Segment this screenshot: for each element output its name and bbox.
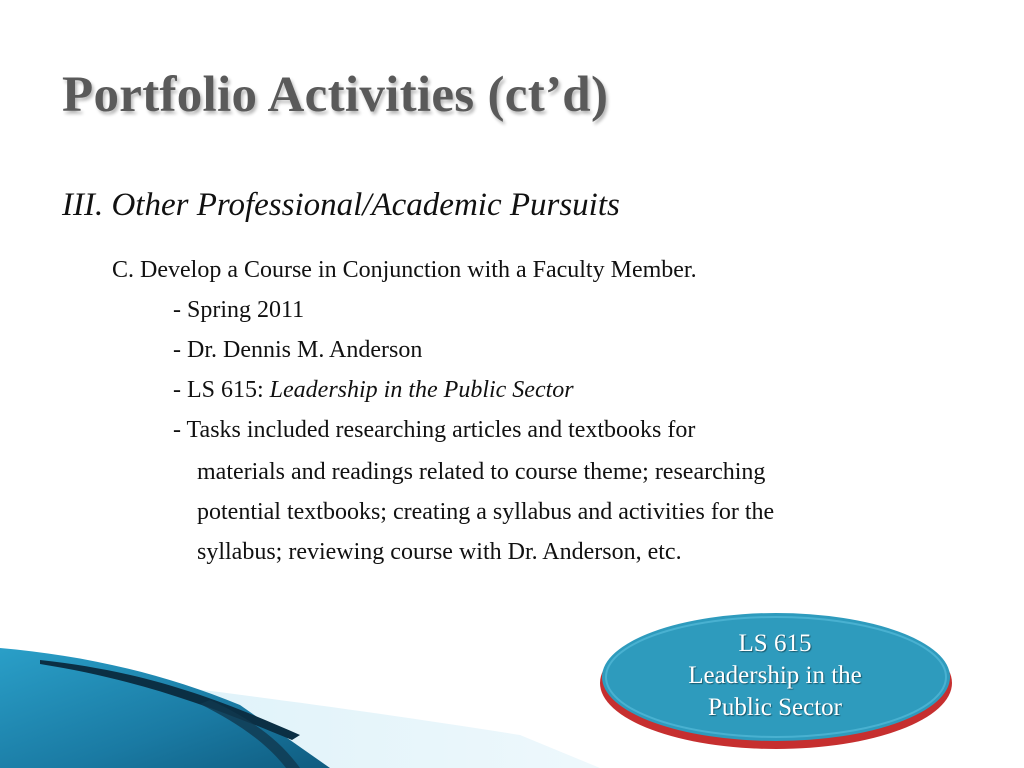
badge-line-3: Public Sector: [707, 694, 842, 721]
bullet-tasks: - Tasks included researching articles and textbooks for: [173, 417, 696, 443]
tasks-line-3: potential textbooks; creating a syllabus and activities for the: [197, 499, 775, 525]
tasks-line-2: materials and readings related to course theme; researching: [197, 459, 766, 485]
section-heading: III. Other Professional/Academic Pursuits: [62, 187, 620, 223]
course-name: Leadership in the Public Sector: [269, 377, 574, 403]
course-prefix: - LS 615:: [173, 377, 270, 403]
tasks-continuation: [197, 452, 774, 572]
bullet-faculty: - Dr. Dennis M. Anderson: [173, 337, 423, 363]
course-badge-label: [604, 628, 946, 724]
badge-line-1: LS 615: [738, 630, 812, 657]
bullet-term: - Spring 2011: [173, 297, 305, 323]
badge-line-2: Leadership in the: [688, 662, 862, 689]
slide-title: Portfolio Activities (ct’d): [62, 67, 609, 123]
bullet-course: [173, 376, 574, 404]
item-c: C. Develop a Course in Conjunction with a Faculty Member.: [112, 257, 697, 283]
tasks-line-4: syllabus; reviewing course with Dr. Anderson, etc.: [197, 539, 682, 565]
